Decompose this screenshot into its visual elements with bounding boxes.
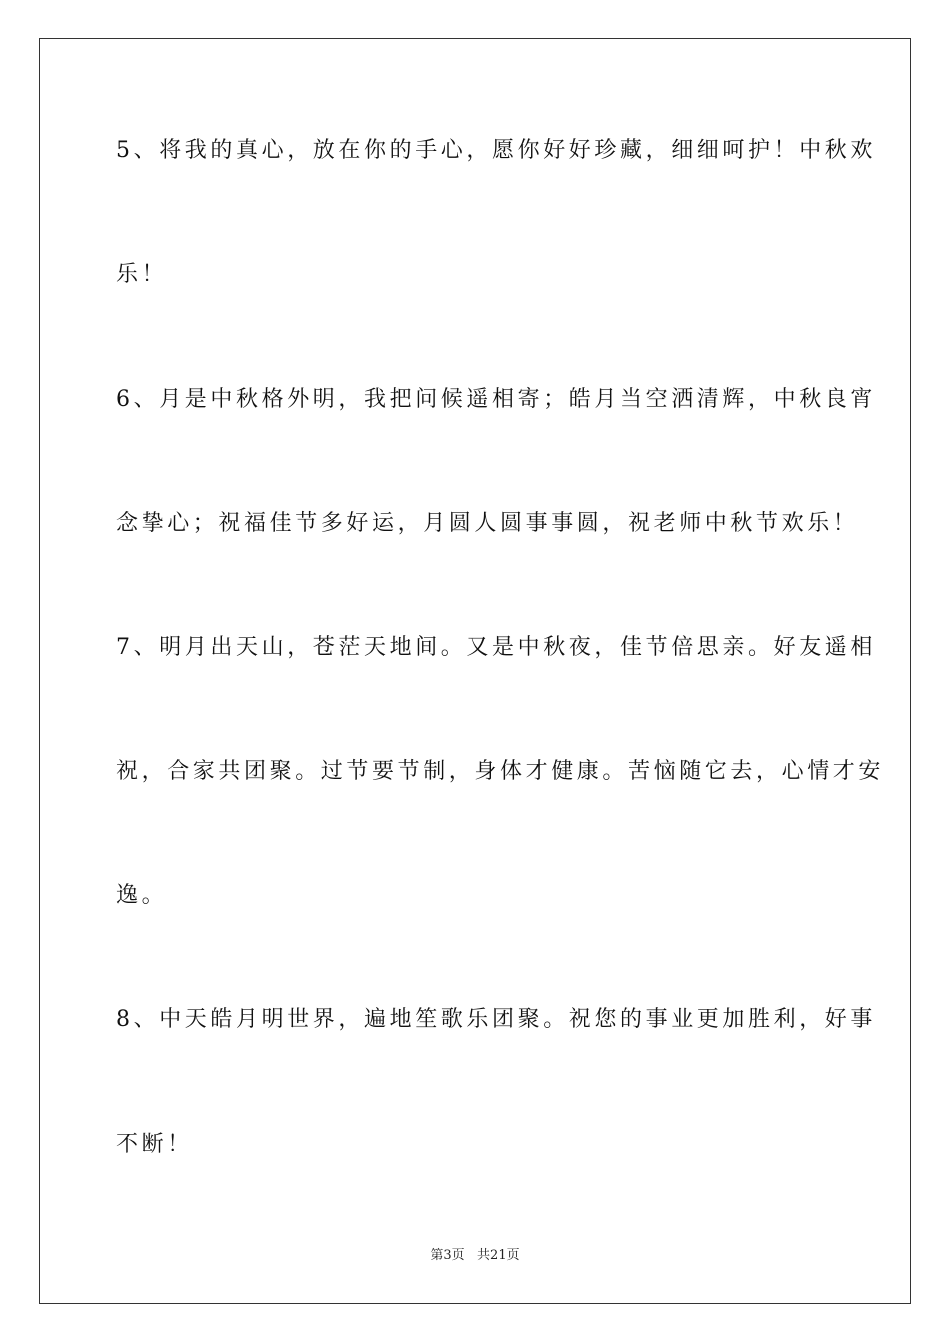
text-line-9: 不断！ [116, 1132, 193, 1157]
text-line-8: 8、中天皓月明世界，遍地笙歌乐团聚。祝您的事业更加胜利，好事 [116, 1007, 876, 1032]
text-line-7: 逸。 [116, 883, 168, 908]
text-line-4: 念挚心；祝福佳节多好运，月圆人圆事事圆，祝老师中秋节欢乐！ [116, 511, 859, 536]
text-line-1: 5、将我的真心，放在你的手心，愿你好好珍藏，细细呵护！中秋欢 [116, 138, 876, 163]
text-line-5: 7、明月出天山，苍茫天地间。又是中秋夜，佳节倍思亲。好友遥相 [116, 635, 876, 660]
page-number-footer: 第3页 共21页 [430, 1248, 520, 1263]
page-border [39, 38, 911, 1304]
text-line-2: 乐！ [116, 262, 168, 287]
text-line-3: 6、月是中秋格外明，我把问候遥相寄；皓月当空洒清辉，中秋良宵 [116, 387, 876, 412]
text-line-6: 祝，合家共团聚。过节要节制，身体才健康。苦恼随它去，心情才安 [116, 759, 885, 784]
